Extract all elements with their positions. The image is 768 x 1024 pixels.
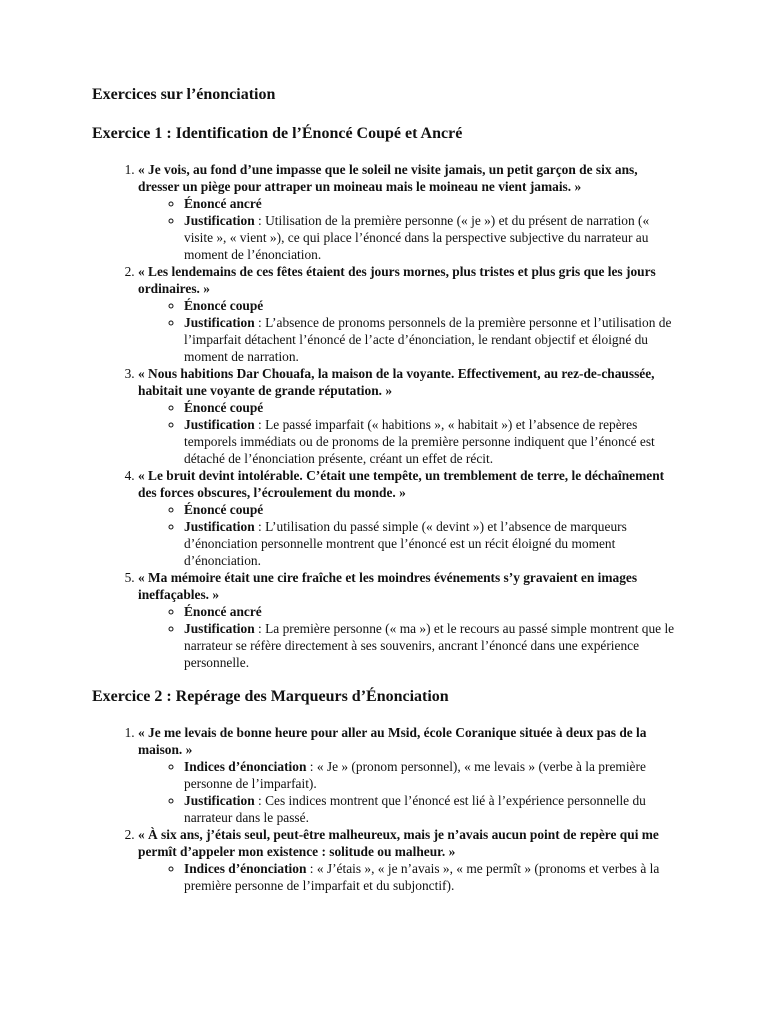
justification (184, 416, 678, 467)
quote: « Le bruit devint intolérable. C’était une tempête, un tremblement de terre, le déchaînement des forces obscures, l’écroulement du monde. » (138, 468, 665, 500)
exercise-1-item-3 (138, 365, 678, 467)
exercise-1-item-1 (138, 161, 678, 263)
document-title: Exercices sur l’énonciation (92, 86, 276, 103)
justification-text: : Le passé imparfait (« habitions », « habitait ») et l’absence de repères temporels immédiats ou de pronoms de la première personne indiquent que l’énoncé est détaché de l’énonciation présente, créant un effet de récit. (184, 417, 655, 466)
quote: « Je vois, au fond d’une impasse que le soleil ne visite jamais, un petit garçon de six ans, dresser un piège pour attraper un moineau mais le moineau ne vient jamais. » (138, 162, 638, 194)
quote: « Ma mémoire était une cire fraîche et les moindres événements s’y gravaient en images ineffaçables. » (138, 570, 638, 602)
exercise-2-list (92, 724, 678, 894)
justification-text: : L’absence de pronoms personnels de la première personne et l’utilisation de l’imparfait détachent l’énoncé de l’acte d’énonciation, le rendant objectif et éloigné du moment de narration. (184, 315, 672, 364)
statement-type-label: Énoncé ancré (184, 196, 262, 211)
justification-label: Justification (184, 315, 255, 330)
quote: « Les lendemains de ces fêtes étaient des jours mornes, plus tristes et plus gris que les jours ordinaires. » (138, 264, 656, 296)
statement-type-label: Énoncé ancré (184, 604, 262, 619)
justification-label: Justification (184, 213, 255, 228)
indices-label: Indices d’énonciation (184, 861, 307, 876)
justification (184, 620, 678, 671)
exercise-2-item-1 (138, 724, 678, 826)
indices-label: Indices d’énonciation (184, 759, 307, 774)
justification-label: Justification (184, 793, 255, 808)
exercise-2-title: Exercice 2 : Repérage des Marqueurs d’Énonciation (92, 688, 449, 705)
exercise-1-item-5 (138, 569, 678, 671)
justification (184, 518, 678, 569)
justification (184, 792, 678, 826)
justification (184, 212, 678, 263)
answer-list (138, 758, 678, 826)
indices-text: : « Je » (pronom personnel), « me levais » (verbe à la première personne de l’imparfait). (184, 759, 646, 791)
statement-type (184, 603, 678, 620)
statement-type-label: Énoncé coupé (184, 400, 264, 415)
indices-text: : « J’étais », « je n’avais », « me permît » (pronoms et verbes à la première personne de l’imparfait et du subjonctif). (184, 861, 660, 893)
quote: « Je me levais de bonne heure pour aller au Msid, école Coranique située à deux pas de la maison. » (138, 725, 647, 757)
exercise-1-item-2 (138, 263, 678, 365)
exercise-1-title: Exercice 1 : Identification de l’Énoncé Coupé et Ancré (92, 125, 463, 142)
indices (184, 860, 678, 894)
answer-list (138, 399, 678, 467)
justification-label: Justification (184, 621, 255, 636)
justification-text: : L’utilisation du passé simple (« devint ») et l’absence de marqueurs d’énonciation personnelle montrent que l’énoncé est un récit éloigné du moment d’énonciation. (184, 519, 627, 568)
exercise-1-item-4 (138, 467, 678, 569)
statement-type (184, 195, 678, 212)
justification-label: Justification (184, 417, 255, 432)
answer-list (138, 860, 678, 894)
statement-type-label: Énoncé coupé (184, 502, 264, 517)
statement-type (184, 501, 678, 518)
exercise-2-item-2 (138, 826, 678, 894)
justification-text: : Utilisation de la première personne (« je ») et du présent de narration (« visite », « vient »), ce qui place l’énoncé dans la perspective subjective du narrateur au moment de l’énonciation. (184, 213, 650, 262)
justification-label: Justification (184, 519, 255, 534)
answer-list (138, 501, 678, 569)
exercise-1-list (92, 161, 678, 671)
quote: « Nous habitions Dar Chouafa, la maison de la voyante. Effectivement, au rez-de-chaussée, habitait une voyante de grande réputation. » (138, 366, 655, 398)
answer-list (138, 297, 678, 365)
justification-text: : La première personne (« ma ») et le recours au passé simple montrent que le narrateur se réfère directement à ses souvenirs, ancrant l’énoncé dans une expérience personnelle. (184, 621, 675, 670)
answer-list (138, 195, 678, 263)
indices (184, 758, 678, 792)
answer-list (138, 603, 678, 671)
statement-type (184, 399, 678, 416)
justification (184, 314, 678, 365)
quote: « À six ans, j’étais seul, peut-être malheureux, mais je n’avais aucun point de repère qui me permît d’appeler mon existence : solitude ou malheur. » (138, 827, 659, 859)
justification-text: : Ces indices montrent que l’énoncé est lié à l’expérience personnelle du narrateur dans le passé. (184, 793, 646, 825)
statement-type (184, 297, 678, 314)
statement-type-label: Énoncé coupé (184, 298, 264, 313)
